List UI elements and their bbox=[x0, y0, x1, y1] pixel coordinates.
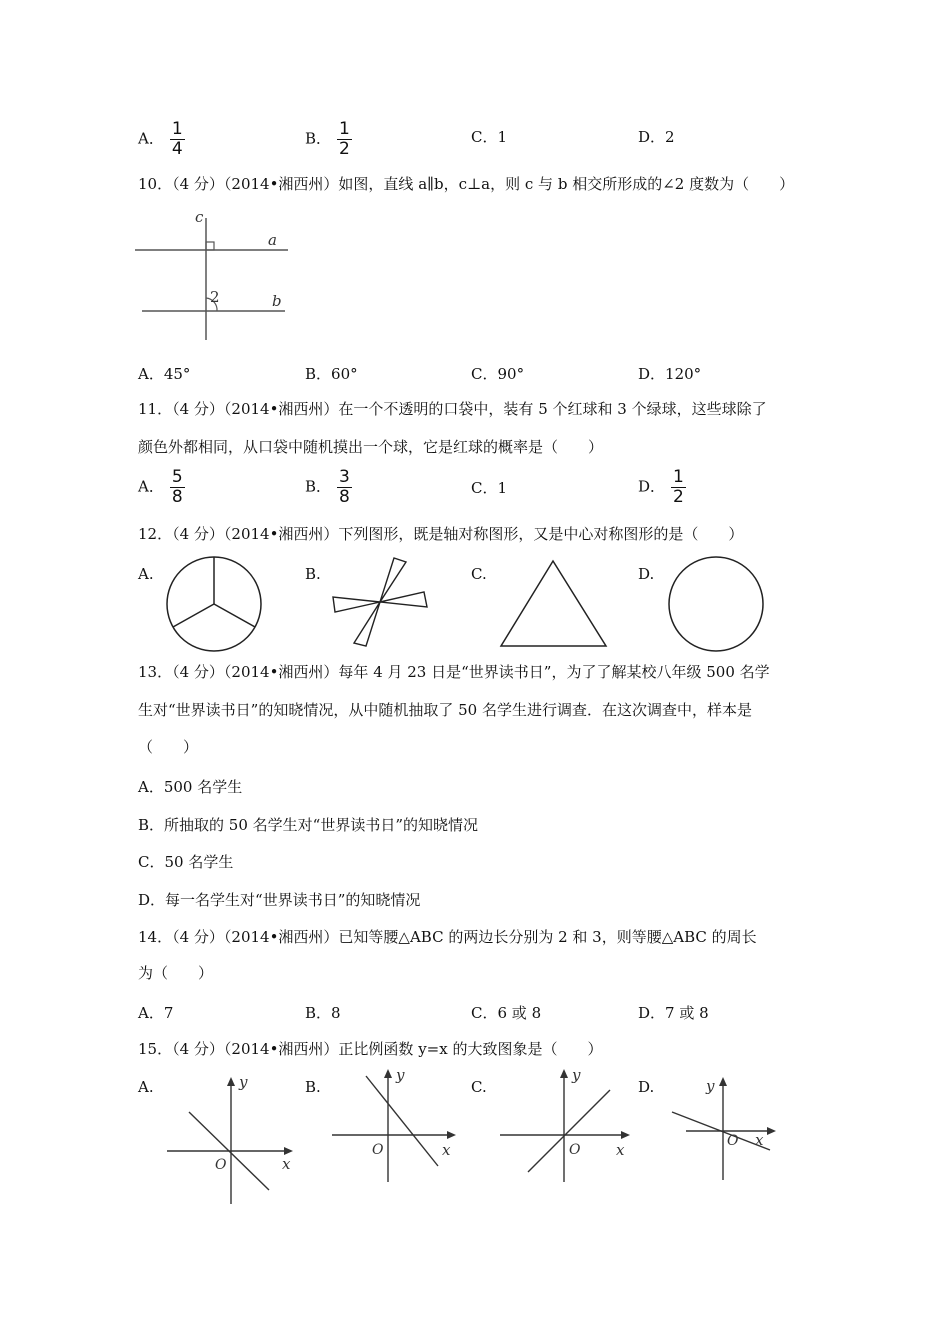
q10-figure bbox=[130, 208, 300, 343]
q11-option-d-fraction: $\frac{1}{2}$ bbox=[673, 467, 684, 507]
q9-option-d: D．2 bbox=[638, 128, 675, 146]
q11-option-c: C．1 bbox=[471, 479, 508, 497]
q15-graph-b bbox=[330, 1064, 460, 1184]
q9-option-b-fraction: $\frac{1}{2}$ bbox=[339, 119, 350, 159]
label-c: c bbox=[195, 208, 204, 226]
q15-option-a-letter: A. bbox=[138, 1078, 154, 1096]
q9-option-a-fraction: $\frac{1}{4}$ bbox=[171, 119, 183, 159]
q10-stem: 10．（4 分）（2014•湘西州）如图，直线 a∥b，c⊥a，则 c 与 b 相交所形成的∠2 度数为（ ） bbox=[138, 175, 795, 193]
q15-graph-a bbox=[165, 1072, 295, 1207]
svg-text:y: y bbox=[396, 1066, 405, 1084]
q12-figure-b-pinwheel bbox=[330, 556, 430, 651]
svg-text:y: y bbox=[572, 1066, 581, 1084]
q13-stem-line-2: 生对“世界读书日”的知晓情况，从中随机抽取了 50 名学生进行调查．在这次调查中，样本是 bbox=[138, 701, 752, 719]
q12-option-b-letter: B. bbox=[305, 565, 321, 583]
q14-stem-line-1: 14．（4 分）（2014•湘西州）已知等腰△ABC 的两边长分别为 2 和 3，则等腰△ABC 的周长 bbox=[138, 928, 757, 946]
q15-option-d-letter: D. bbox=[638, 1078, 655, 1096]
q11-option-b-fraction: $\frac{3}{8}$ bbox=[339, 467, 350, 507]
q15-stem: 15．（4 分）（2014•湘西州）正比例函数 y=x 的大致图象是（ ） bbox=[138, 1040, 603, 1058]
q11-stem-line-2: 颜色外都相同，从口袋中随机摸出一个球，它是红球的概率是（ ） bbox=[138, 438, 604, 456]
q13-stem-line-3: （ ） bbox=[138, 738, 199, 756]
q11-option-d: D． $\frac{1}{2}$ bbox=[638, 467, 684, 507]
q13-option-a: A．500 名学生 bbox=[138, 778, 243, 796]
svg-text:O: O bbox=[569, 1142, 581, 1158]
q11-option-a: A． $\frac{5}{8}$ bbox=[138, 467, 183, 507]
q9-option-b: B． $\frac{1}{2}$ bbox=[305, 119, 350, 159]
q12-figure-a-divided-circle bbox=[162, 555, 266, 655]
q15-graph-c bbox=[498, 1064, 633, 1184]
q14-option-c: C．6 或 8 bbox=[471, 1004, 542, 1022]
q12-stem: 12．（4 分）（2014•湘西州）下列图形，既是轴对称图形，又是中心对称图形的是（ ） bbox=[138, 525, 744, 543]
q12-option-d-letter: D. bbox=[638, 565, 655, 583]
svg-text:x: x bbox=[616, 1141, 625, 1159]
svg-text:x: x bbox=[442, 1141, 451, 1159]
label-angle-2: 2 bbox=[210, 288, 220, 306]
q15-option-c-letter: C. bbox=[471, 1078, 487, 1096]
label-a: a bbox=[268, 231, 277, 249]
q14-option-b: B．8 bbox=[305, 1004, 341, 1022]
q13-stem-line-1: 13．（4 分）（2014•湘西州）每年 4 月 23 日是“世界读书日”，为了了解某校八年级 500 名学 bbox=[138, 663, 770, 681]
q15-option-b-letter: B. bbox=[305, 1078, 321, 1096]
label-b: b bbox=[272, 292, 282, 310]
graph-c-line bbox=[528, 1090, 610, 1172]
q11-option-b: B． $\frac{3}{8}$ bbox=[305, 467, 350, 507]
q10-option-b: B．60° bbox=[305, 365, 358, 383]
q13-option-d: D．每一名学生对“世界读书日”的知晓情况 bbox=[138, 891, 421, 909]
q14-option-a: A．7 bbox=[138, 1004, 174, 1022]
svg-text:O: O bbox=[372, 1142, 384, 1158]
svg-text:O: O bbox=[727, 1133, 739, 1149]
q12-option-a-letter: A. bbox=[138, 565, 154, 583]
q11-option-a-fraction: $\frac{5}{8}$ bbox=[171, 467, 183, 507]
q12-option-c-letter: C. bbox=[471, 565, 487, 583]
q12-figure-c-triangle bbox=[497, 557, 609, 649]
svg-text:x: x bbox=[755, 1131, 764, 1149]
svg-text:O: O bbox=[215, 1157, 227, 1173]
q10-option-d: D．120° bbox=[638, 365, 702, 383]
q9-option-a: A． $\frac{1}{4}$ bbox=[138, 119, 183, 159]
q12-figure-d-circle bbox=[664, 555, 768, 655]
q9-option-c: C．1 bbox=[471, 128, 508, 146]
q10-option-a: A．45° bbox=[138, 365, 191, 383]
q13-option-b: B．所抽取的 50 名学生对“世界读书日”的知晓情况 bbox=[138, 816, 478, 834]
svg-text:y: y bbox=[706, 1077, 715, 1095]
q15-graph-d bbox=[666, 1072, 781, 1187]
q10-option-c: C．90° bbox=[471, 365, 525, 383]
right-angle-mark bbox=[206, 242, 214, 250]
svg-text:y: y bbox=[239, 1073, 248, 1091]
q13-option-c: C．50 名学生 bbox=[138, 853, 234, 871]
svg-text:x: x bbox=[282, 1155, 291, 1173]
q14-stem-line-2: 为（ ） bbox=[138, 964, 214, 982]
q14-option-d: D．7 或 8 bbox=[638, 1004, 709, 1022]
q11-stem-line-1: 11．（4 分）（2014•湘西州）在一个不透明的口袋中，装有 5 个红球和 3 个绿球，这些球除了 bbox=[138, 400, 767, 418]
